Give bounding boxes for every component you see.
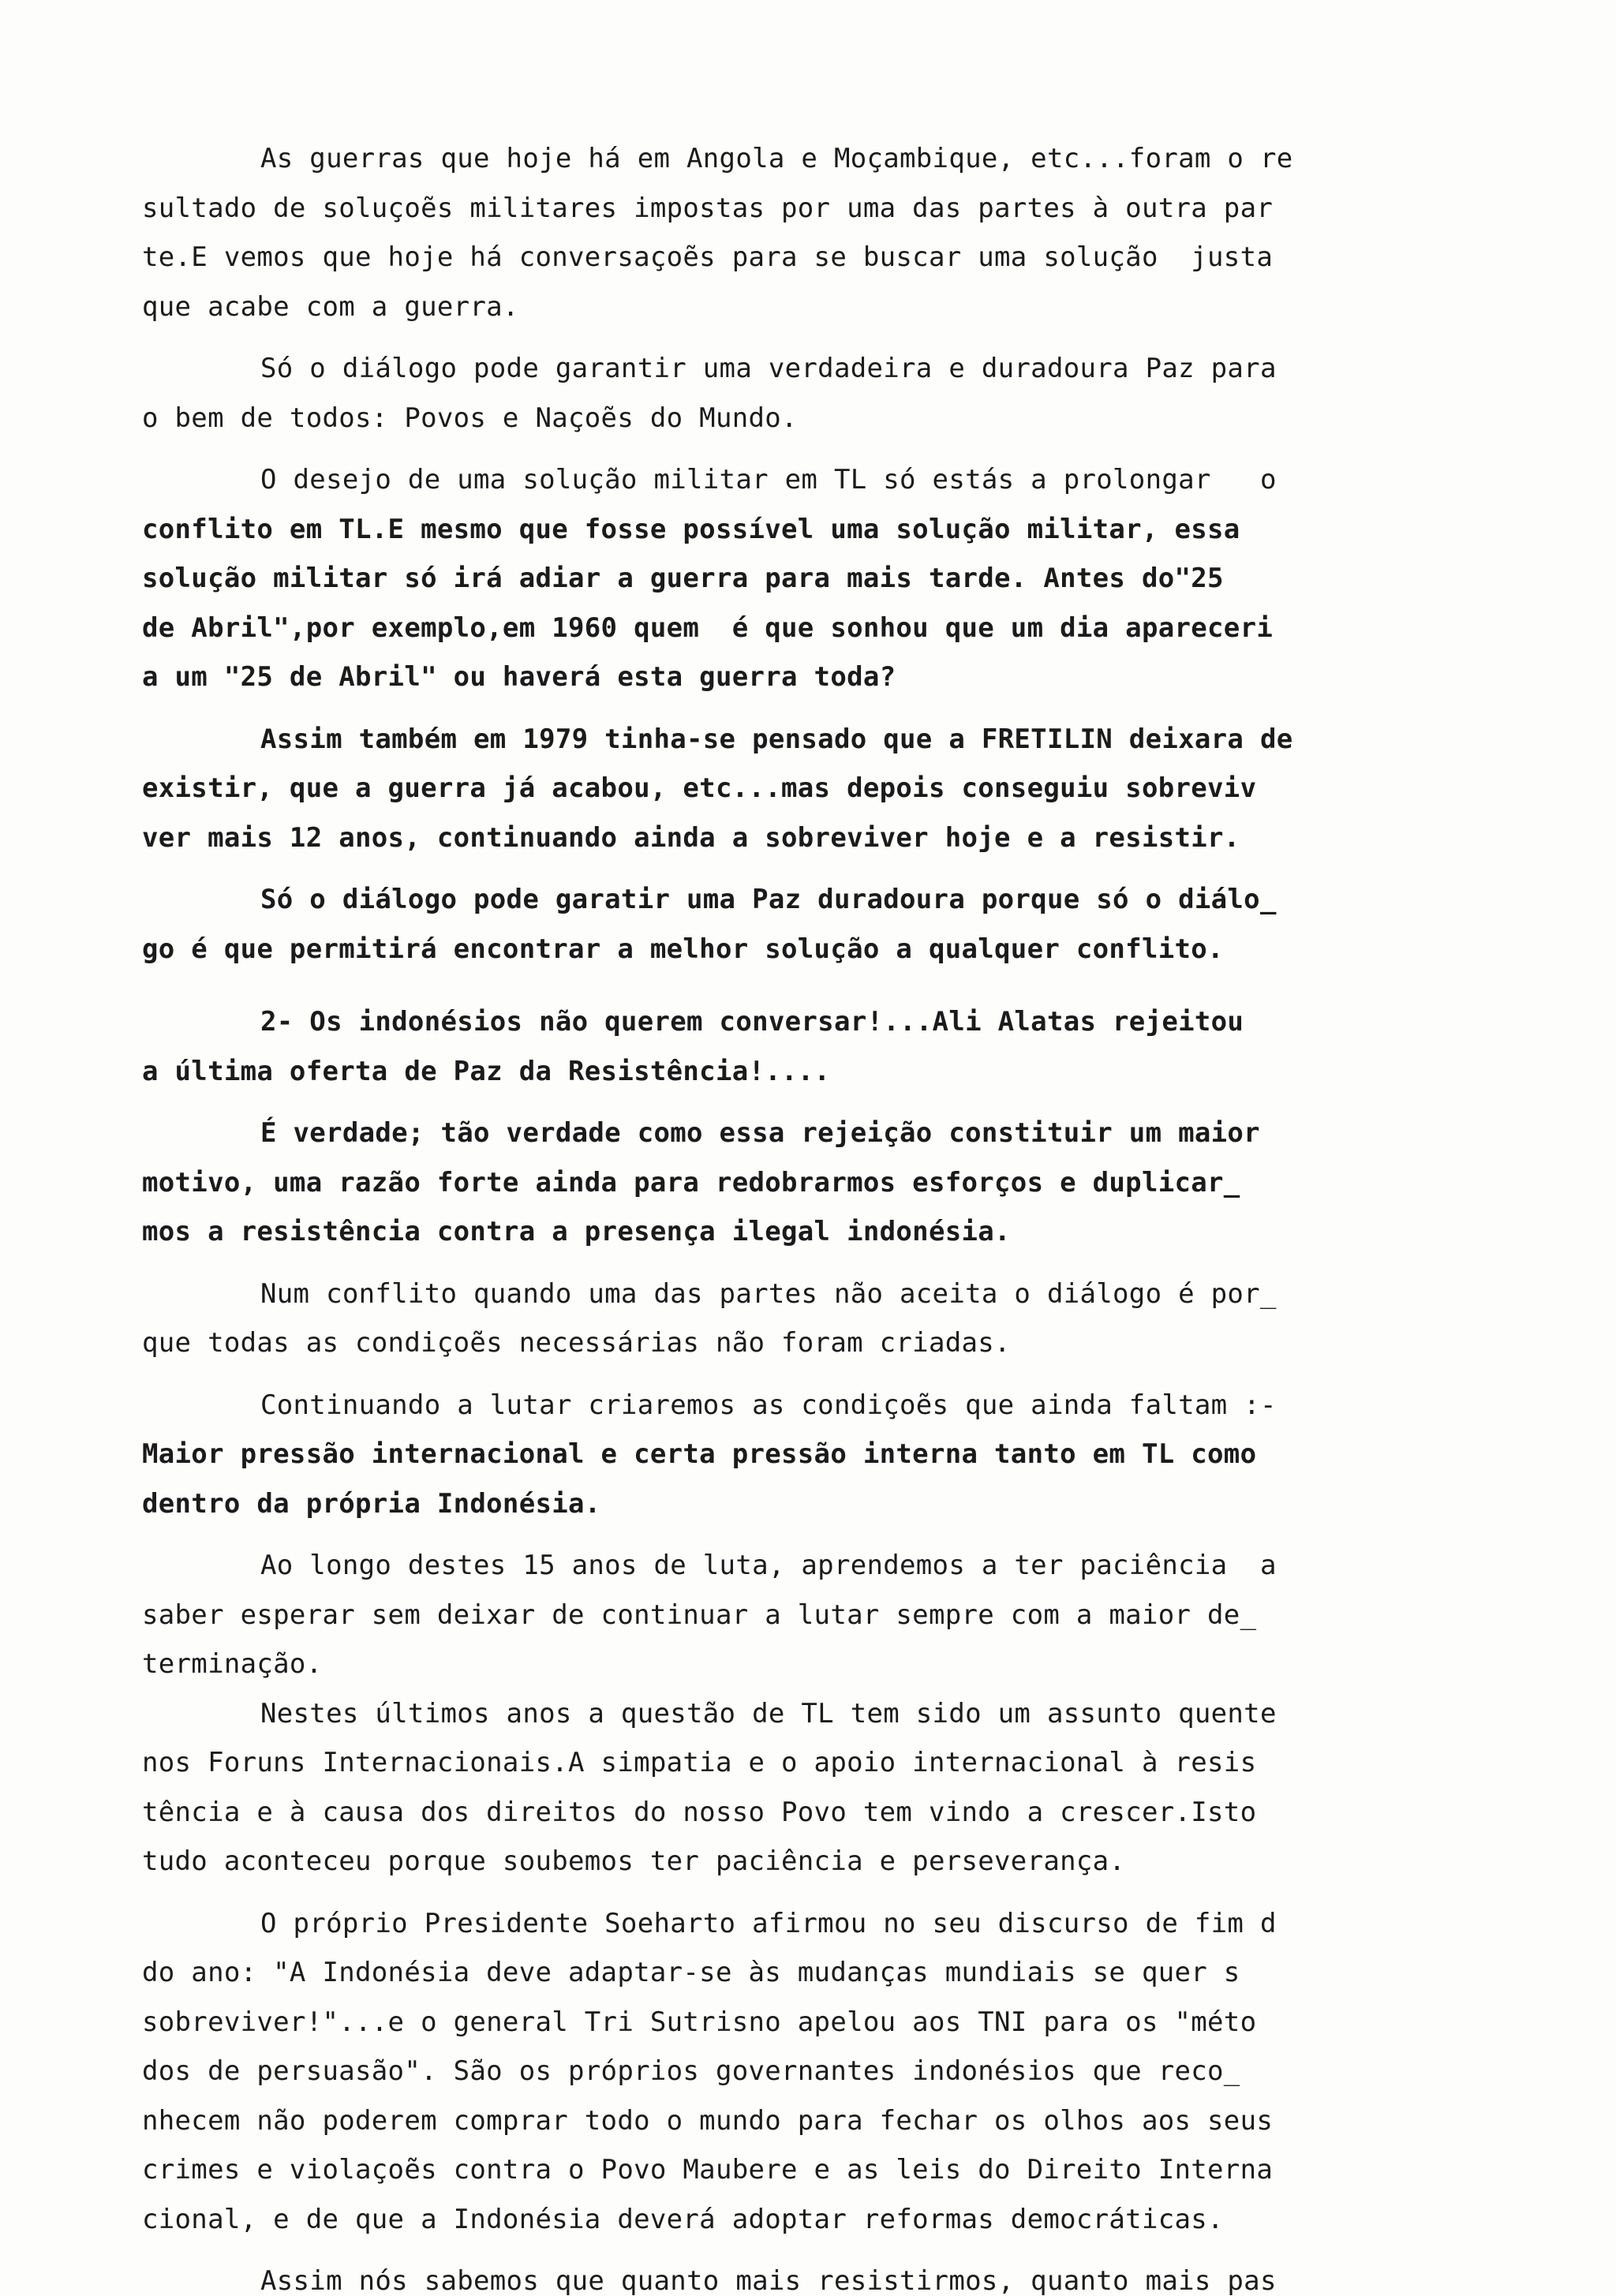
- text-line: dos de persuasão". São os próprios governantes indonésios que reco_: [142, 2055, 1240, 2087]
- text-line: nhecem não poderem comprar todo o mundo para fechar os olhos aos seus: [142, 2104, 1274, 2137]
- text-line: As guerras que hoje há em Angola e Moçambique, etc...foram o re: [260, 143, 1293, 174]
- text-line: do ano: "A Indonésia deve adaptar-se às mudanças mundiais se quer s: [142, 1957, 1240, 1988]
- text-line: te.E vemos que hoje há conversaçoẽs para se buscar uma solução justa: [142, 241, 1274, 273]
- paragraph-3: [142, 455, 1507, 702]
- text-line: Assim também em 1979 tinha-se pensado que a FRETILIN deixara de: [260, 723, 1293, 755]
- paragraph-11: [142, 1899, 1507, 2245]
- paragraph-8: [142, 1270, 1507, 1368]
- text-line: solução militar só irá adiar a guerra para mais tarde. Antes do"25: [142, 563, 1224, 594]
- text-line: conflito em TL.E mesmo que fosse possível uma solução militar, essa: [142, 513, 1240, 545]
- text-line: sobreviver!"...e o general Tri Sutrisno apelou aos TNI para os "méto: [142, 2006, 1257, 2038]
- text-line: terminação.: [142, 1648, 323, 1680]
- text-line: Continuando a lutar criaremos as condiçoẽs que ainda faltam :-: [260, 1389, 1277, 1421]
- text-line: dentro da própria Indonésia.: [142, 1487, 601, 1520]
- paragraph-9: [142, 1381, 1507, 1529]
- text-line: Ao longo destes 15 anos de luta, aprendemos a ter paciência a: [260, 1550, 1277, 1581]
- text-line: É verdade; tão verdade como essa rejeição constituir um maior: [260, 1117, 1260, 1149]
- text-line: mos a resistência contra a presença ilegal indonésia.: [142, 1216, 1011, 1247]
- text-line: Maior pressão internacional e certa pressão interna tanto em TL como: [142, 1438, 1257, 1470]
- text-line: Só o diálogo pode garatir uma Paz duradoura porque só o diálo_: [260, 884, 1277, 915]
- text-line: motivo, uma razão forte ainda para redobrarmos esforços e duplicar_: [142, 1166, 1240, 1198]
- text-line: Só o diálogo pode garantir uma verdadeira e duradoura Paz para: [260, 353, 1277, 384]
- text-line: que todas as condiçoẽs necessárias não foram criadas.: [142, 1327, 1011, 1359]
- text-line: o bem de todos: Povos e Naçoẽs do Mundo.: [142, 402, 798, 434]
- text-line: saber esperar sem deixar de continuar a lutar sempre com a maior de_: [142, 1599, 1257, 1631]
- text-line: tência e à causa dos direitos do nosso Povo tem vindo a crescer.Isto: [142, 1796, 1257, 1828]
- paragraph-1: [142, 134, 1507, 331]
- paragraph-12: [142, 2257, 1507, 2296]
- text-line: O desejo de uma solução militar em TL só estás a prolongar o: [260, 464, 1277, 495]
- text-line: de Abril",por exemplo,em 1960 quem é que sonhou que um dia apareceri: [142, 611, 1274, 644]
- text-line: Num conflito quando uma das partes não aceita o diálogo é por_: [260, 1277, 1277, 1310]
- paragraph-4: [142, 715, 1507, 863]
- paragraph-6: [142, 997, 1507, 1096]
- paragraph-10: [142, 1541, 1507, 1887]
- text-line: existir, que a guerra já acabou, etc...mas depois conseguiu sobreviv: [142, 772, 1257, 804]
- text-line: go é que permitirá encontrar a melhor solução a qualquer conflito.: [142, 933, 1224, 965]
- document-body: [142, 134, 1507, 2296]
- text-line: a um "25 de Abril" ou haverá esta guerra toda?: [142, 661, 896, 693]
- text-line: Nestes últimos anos a questão de TL tem sido um assunto quente: [260, 1697, 1277, 1729]
- text-line: O próprio Presidente Soeharto afirmou no seu discurso de fim d: [260, 1907, 1277, 1939]
- paragraph-7: [142, 1109, 1507, 1257]
- text-line: nos Foruns Internacionais.A simpatia e o apoio internacional à resis: [142, 1747, 1257, 1778]
- text-line: cional, e de que a Indonésia deverá adoptar reformas democráticas.: [142, 2203, 1224, 2235]
- text-line: tudo aconteceu porque soubemos ter paciência e perseverança.: [142, 1845, 1126, 1877]
- paragraph-5: [142, 875, 1507, 974]
- text-line: a última oferta de Paz da Resistência!....: [142, 1055, 831, 1087]
- text-line: ver mais 12 anos, continuando ainda a sobreviver hoje e a resistir.: [142, 821, 1240, 854]
- text-line: sultado de soluçoẽs militares impostas por uma das partes à outra par: [142, 192, 1274, 224]
- paragraph-2: [142, 344, 1507, 443]
- text-line: crimes e violaçoẽs contra o Povo Maubere e as leis do Direito Interna: [142, 2154, 1274, 2186]
- text-line: que acabe com a guerra.: [142, 290, 519, 323]
- text-line: 2- Os indonésios não querem conversar!...Ali Alatas rejeitou: [260, 1006, 1244, 1038]
- text-line: Assim nós sabemos que quanto mais resistirmos, quanto mais pas: [260, 2265, 1277, 2296]
